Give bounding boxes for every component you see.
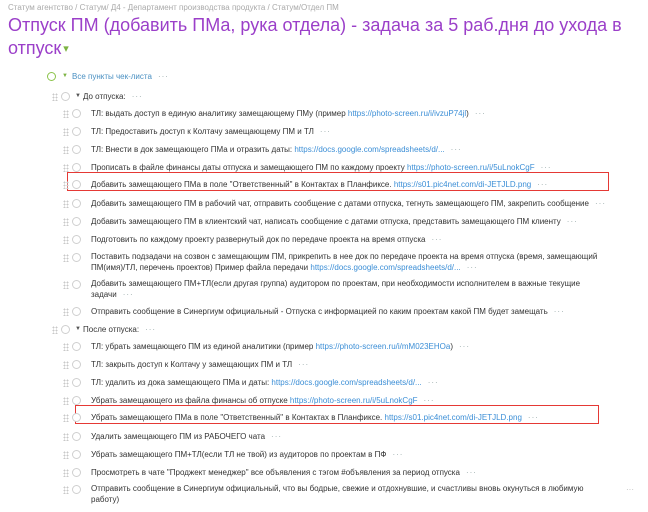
item-link[interactable]: https://s01.pic4net.com/di-JETJLD.png bbox=[384, 413, 522, 422]
checkbox[interactable] bbox=[72, 235, 81, 244]
checkbox[interactable] bbox=[72, 145, 81, 154]
checkbox[interactable] bbox=[61, 325, 70, 334]
drag-handle-icon[interactable] bbox=[52, 93, 58, 101]
item-link[interactable]: https://s01.pic4net.com/di-JETJLD.png bbox=[393, 180, 532, 189]
drag-handle-icon[interactable] bbox=[63, 433, 69, 441]
drag-handle-icon[interactable] bbox=[63, 236, 69, 244]
drag-handle-icon[interactable] bbox=[63, 343, 69, 351]
breadcrumb[interactable]: Статум агентство / Статум/ Д4 - Департамент производства продукта / Статум/Отдел ПМ bbox=[8, 3, 339, 12]
drag-handle-icon[interactable] bbox=[63, 281, 69, 289]
triangle-down-icon[interactable]: ▼ bbox=[75, 326, 81, 332]
checkbox[interactable] bbox=[72, 450, 81, 459]
item-link[interactable]: https://photo-screen.ru/i/5uLnokCgF bbox=[406, 163, 535, 172]
item-link[interactable]: https://photo-screen.ru/i/5uLnokCgF bbox=[289, 396, 418, 405]
checkbox[interactable] bbox=[72, 413, 81, 422]
drag-handle-icon[interactable] bbox=[63, 486, 69, 494]
item-link[interactable]: https://docs.google.com/spreadsheets/d/... bbox=[310, 263, 461, 272]
drag-handle-icon[interactable] bbox=[63, 146, 69, 154]
drag-handle-icon[interactable] bbox=[63, 254, 69, 262]
checkbox[interactable] bbox=[72, 432, 81, 441]
drag-handle-icon[interactable] bbox=[63, 110, 69, 118]
checkbox[interactable] bbox=[72, 163, 81, 172]
checkbox[interactable] bbox=[72, 280, 81, 289]
drag-handle-icon[interactable] bbox=[63, 218, 69, 226]
checklist-check-icon[interactable] bbox=[47, 72, 56, 81]
checkbox[interactable] bbox=[72, 217, 81, 226]
triangle-down-icon[interactable]: ▼ bbox=[75, 93, 81, 99]
item-link[interactable]: https://photo-screen.ru/i/mM023EHOa bbox=[315, 342, 451, 351]
drag-handle-icon[interactable] bbox=[63, 469, 69, 477]
checkbox[interactable] bbox=[72, 468, 81, 477]
checkbox[interactable] bbox=[72, 396, 81, 405]
checkbox[interactable] bbox=[72, 180, 81, 189]
title-text: Отпуск ПМ (добавить ПМа, рука отдела) - задача за 5 раб.дня до ухода в отпуск bbox=[8, 15, 622, 58]
item-link[interactable]: https://docs.google.com/spreadsheets/d/... bbox=[294, 145, 445, 154]
drag-handle-icon[interactable] bbox=[63, 128, 69, 136]
page-title bbox=[8, 14, 628, 61]
drag-handle-icon[interactable] bbox=[63, 451, 69, 459]
drag-handle-icon[interactable] bbox=[52, 326, 58, 334]
checkbox[interactable] bbox=[72, 307, 81, 316]
checkbox[interactable] bbox=[72, 378, 81, 387]
triangle-down-icon[interactable]: ▼ bbox=[62, 73, 68, 79]
checkbox[interactable] bbox=[72, 485, 81, 494]
group-label: После отпуска: ··· bbox=[83, 325, 157, 334]
more-icon[interactable]: ··· bbox=[626, 485, 634, 494]
checkbox[interactable] bbox=[72, 360, 81, 369]
checkbox[interactable] bbox=[61, 92, 70, 101]
checkbox[interactable] bbox=[72, 253, 81, 262]
chevron-down-icon[interactable]: ▾ bbox=[63, 42, 69, 55]
drag-handle-icon[interactable] bbox=[63, 414, 69, 422]
item-link[interactable]: https://photo-screen.ru/i/ivzuP74jl bbox=[347, 109, 467, 118]
checkbox[interactable] bbox=[72, 109, 81, 118]
drag-handle-icon[interactable] bbox=[63, 164, 69, 172]
group-label: До отпуска: ··· bbox=[83, 92, 143, 101]
drag-handle-icon[interactable] bbox=[63, 379, 69, 387]
drag-handle-icon[interactable] bbox=[63, 397, 69, 405]
item-link[interactable]: https://docs.google.com/spreadsheets/d/... bbox=[271, 378, 422, 387]
checkbox[interactable] bbox=[72, 127, 81, 136]
checkbox[interactable] bbox=[72, 199, 81, 208]
drag-handle-icon[interactable] bbox=[63, 308, 69, 316]
drag-handle-icon[interactable] bbox=[63, 181, 69, 189]
drag-handle-icon[interactable] bbox=[63, 361, 69, 369]
checklist-all-label[interactable]: Все пункты чек-листа ··· bbox=[72, 72, 169, 81]
checkbox[interactable] bbox=[72, 342, 81, 351]
drag-handle-icon[interactable] bbox=[63, 200, 69, 208]
